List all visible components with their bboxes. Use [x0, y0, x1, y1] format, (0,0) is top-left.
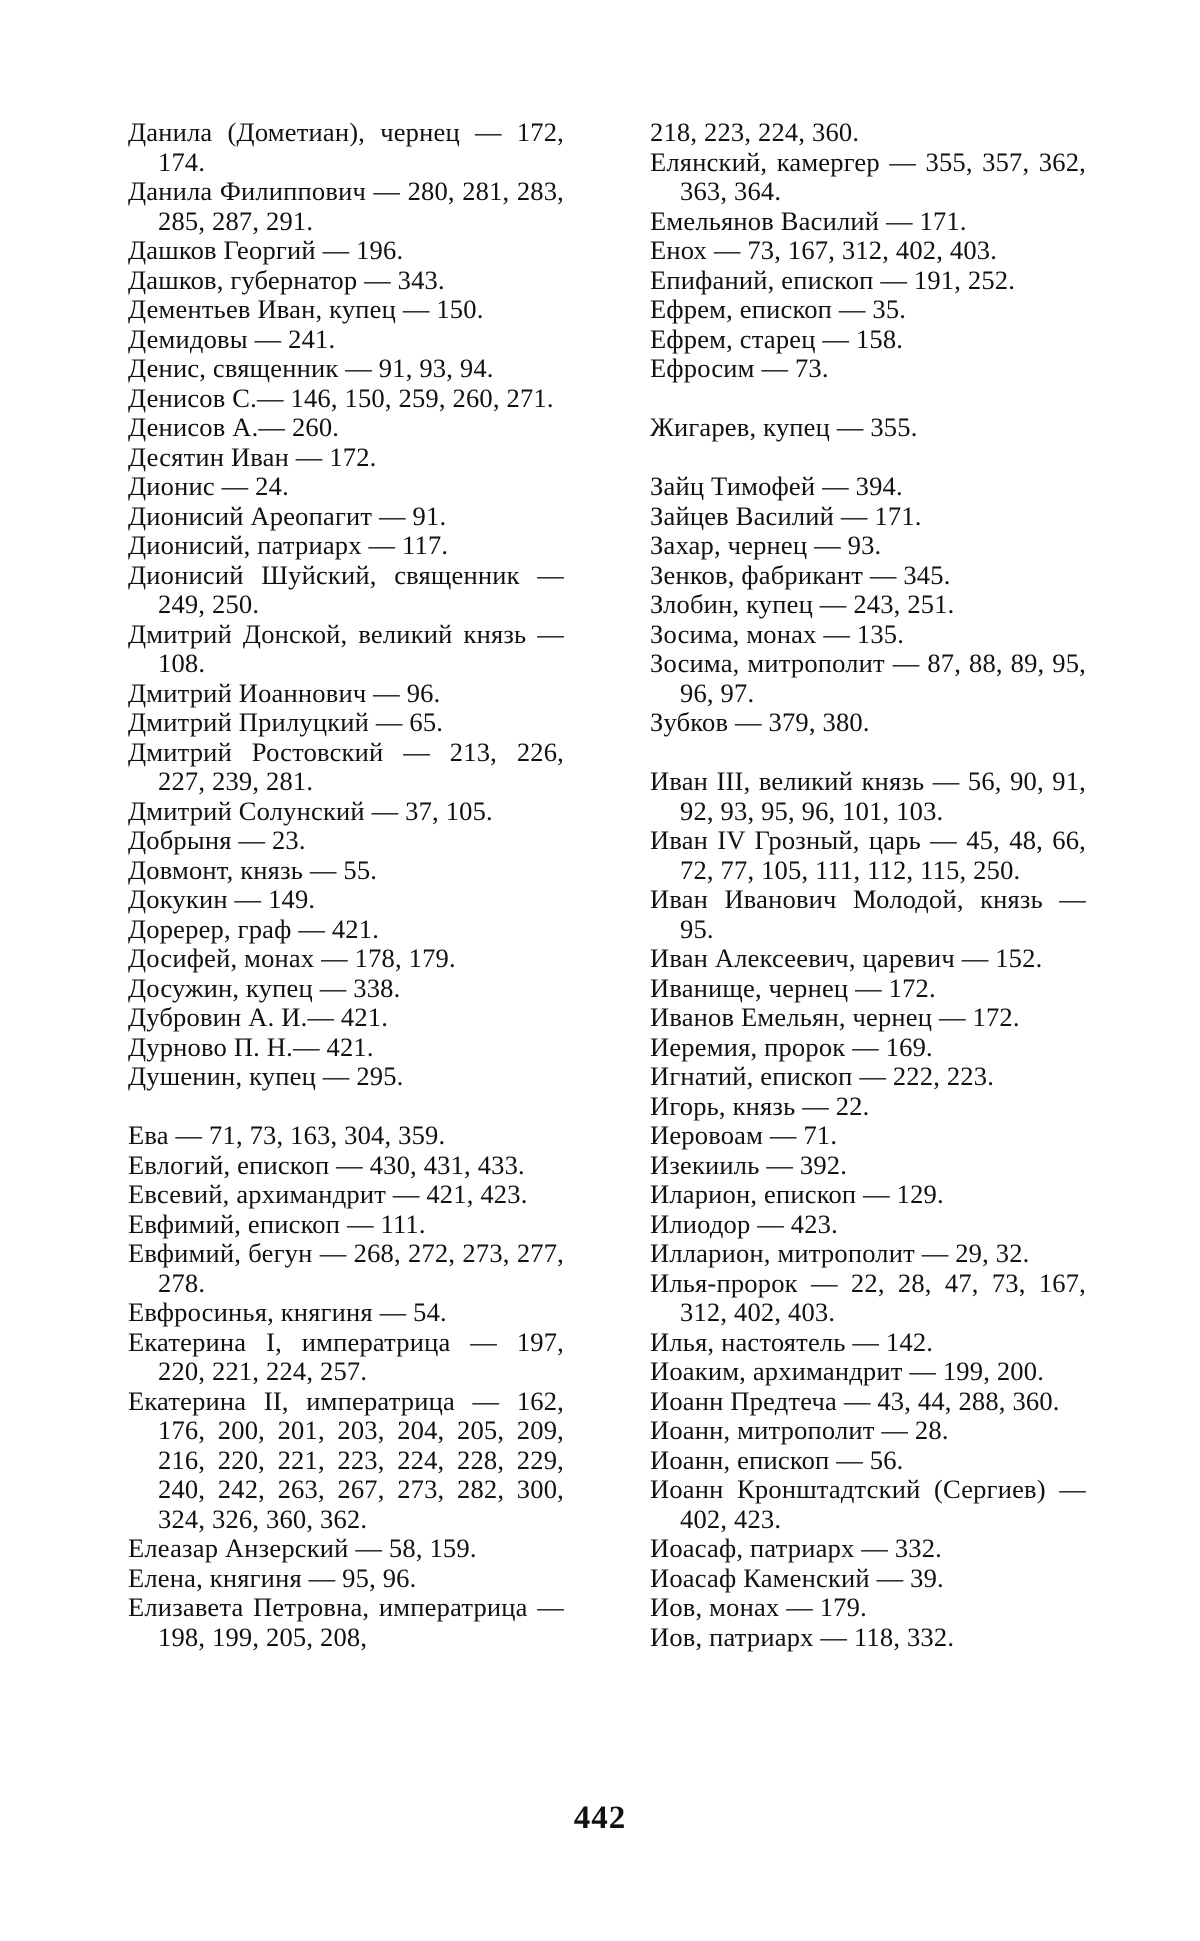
index-entry: Дементьев Иван, купец — 150.	[128, 294, 484, 324]
index-entry: Зайцев Василий — 171.	[650, 500, 922, 531]
index-entry: Добрыня — 23.	[128, 825, 306, 855]
index-entry: Елизавета Петровна, императрица — 198, 199, 205, 208,	[128, 1592, 564, 1652]
index-entry: Демидовы — 241.	[128, 323, 336, 354]
index-entry: Иванище, чернец — 172.	[650, 972, 936, 1003]
index-entry: Иоанн Предтеча — 43, 44, 288, 360.	[650, 1385, 1060, 1416]
section-gap	[650, 738, 1086, 768]
index-entry: Дашков, губернатор — 343.	[128, 264, 445, 295]
page-number: 442	[573, 1800, 627, 1836]
index-entry: Илларион, митрополит — 29, 32.	[650, 1238, 1030, 1268]
section-gap	[128, 1092, 564, 1122]
index-entry: Доререр, граф — 421.	[128, 913, 380, 944]
index-entry: Евфимий, епископ — 111.	[128, 1208, 426, 1239]
section-gap	[650, 384, 1086, 414]
index-entry: Иван Иванович Молодой, князь — 95.	[650, 884, 1086, 944]
section-gap	[650, 443, 1086, 473]
index-entry: Дионисий Ареопагит — 91.	[128, 500, 447, 531]
index-entry: Емельянов Василий — 171.	[650, 205, 967, 236]
index-entry: Ева — 71, 73, 163, 304, 359.	[128, 1120, 446, 1150]
index-entry: Илья-пророк — 22, 28, 47, 73, 167, 312, 402, 403.	[650, 1267, 1086, 1327]
index-entry: Екатерина II, императрица — 162, 176, 200, 201, 203, 204, 205, 209, 216, 220, 221, 223, 224, 228, 229, 240, 242, 263, 267, 273, 282, 300, 324, 326, 360, 362.	[128, 1385, 564, 1534]
index-entry: Дашков Георгий — 196.	[128, 235, 404, 265]
index-entry: Илья, настоятель — 142.	[650, 1326, 934, 1357]
index-entry: 218, 223, 224, 360.	[650, 117, 860, 147]
index-entry: Иванов Емельян, чернец — 172.	[650, 1002, 1020, 1032]
index-entry: Зенков, фабрикант — 345.	[650, 559, 951, 590]
index-entry: Евфросинья, княгиня — 54.	[128, 1297, 447, 1327]
index-entry: Дурново П. Н.— 421.	[128, 1031, 374, 1062]
index-entry: Захар, чернец — 93.	[650, 530, 882, 560]
index-entry: Ефрем, епископ — 35.	[650, 294, 907, 324]
index-entry: Денисов С.— 146, 150, 259, 260, 271.	[128, 382, 554, 413]
index-entry: Десятин Иван — 172.	[128, 441, 377, 472]
index-entry: Иоасаф, патриарх — 332.	[650, 1533, 942, 1563]
index-entry: Докукин — 149.	[128, 884, 316, 914]
index-entry: Ефросим — 73.	[650, 353, 829, 383]
index-entry: Иван IV Грозный, царь — 45, 48, 66, 72, 77, 105, 111, 112, 115, 250.	[650, 825, 1086, 885]
index-entry: Иван Алексеевич, царевич — 152.	[650, 943, 1043, 973]
index-entry: Елянский, камергер — 355, 357, 362, 363, 364.	[650, 146, 1086, 206]
index-entry: Зайц Тимофей — 394.	[650, 471, 903, 501]
index-entry: Илиодор — 423.	[650, 1208, 838, 1239]
index-entry: Данила Филиппович — 280, 281, 283, 285, 287, 291.	[128, 176, 564, 236]
index-entry: Игнатий, епископ — 222, 223.	[650, 1061, 995, 1091]
index-entry: Игорь, князь — 22.	[650, 1090, 870, 1121]
index-entry: Зубков — 379, 380.	[650, 707, 870, 737]
index-column-right	[650, 118, 1086, 1652]
index-column-left	[128, 118, 564, 1652]
index-entry: Иов, монах — 179.	[650, 1592, 867, 1622]
index-entry: Иларион, епископ — 129.	[650, 1179, 944, 1209]
index-entry: Жигарев, купец — 355.	[650, 412, 918, 442]
index-entry: Екатерина I, императрица — 197, 220, 221, 224, 257.	[128, 1326, 564, 1386]
index-entry: Дубровин А. И.— 421.	[128, 1002, 389, 1032]
index-entry: Иоанн Кронштадтский (Сергиев) — 402, 423.	[650, 1474, 1086, 1534]
index-entry: Дмитрий Солунский — 37, 105.	[128, 795, 493, 826]
index-entry: Зосима, митрополит — 87, 88, 89, 95, 96, 97.	[650, 648, 1086, 708]
index-entry: Досужин, купец — 338.	[128, 972, 401, 1003]
index-entry: Довмонт, князь — 55.	[128, 854, 378, 885]
index-entry: Денисов А.— 260.	[128, 412, 340, 442]
index-entry: Душенин, купец — 295.	[128, 1061, 404, 1091]
index-entry: Епифаний, епископ — 191, 252.	[650, 264, 1016, 295]
index-entry: Евлогий, епископ — 430, 431, 433.	[128, 1149, 525, 1180]
index-entry: Данила (Дометиан), чернец — 172, 174.	[128, 117, 564, 177]
index-entry: Иоанн, епископ — 56.	[650, 1444, 904, 1475]
index-entry: Дмитрий Донской, великий князь — 108.	[128, 618, 564, 678]
index-entry: Изекииль — 392.	[650, 1149, 848, 1180]
index-entry: Дмитрий Прилуцкий — 65.	[128, 707, 444, 737]
index-entry: Елена, княгиня — 95, 96.	[128, 1562, 417, 1593]
index-entry: Иоанн, митрополит — 28.	[650, 1415, 949, 1445]
index-entry: Ефрем, старец — 158.	[650, 323, 904, 354]
index-entry: Досифей, монах — 178, 179.	[128, 943, 456, 973]
index-entry: Дмитрий Ростовский — 213, 226, 227, 239, 281.	[128, 736, 564, 796]
index-entry: Иеремия, пророк — 169.	[650, 1031, 933, 1062]
index-entry: Елеазар Анзерский — 58, 159.	[128, 1533, 477, 1563]
index-entry: Дмитрий Иоаннович — 96.	[128, 677, 441, 708]
index-entry: Дионис — 24.	[128, 471, 289, 501]
index-entry: Евфимий, бегун — 268, 272, 273, 277, 278.	[128, 1238, 564, 1298]
index-entry: Енох — 73, 167, 312, 402, 403.	[650, 235, 998, 265]
index-entry: Евсевий, архимандрит — 421, 423.	[128, 1179, 528, 1209]
index-entry: Иов, патриарх — 118, 332.	[650, 1621, 955, 1652]
index-entry: Иоасаф Каменский — 39.	[650, 1562, 944, 1593]
index-entry: Дионисий, патриарх — 117.	[128, 530, 449, 560]
index-entry: Злобин, купец — 243, 251.	[650, 589, 955, 619]
index-entry: Зосима, монах — 135.	[650, 618, 905, 649]
index-entry: Иеровоам — 71.	[650, 1120, 838, 1150]
index-entry: Иван III, великий князь — 56, 90, 91, 92, 93, 95, 96, 101, 103.	[650, 766, 1086, 826]
index-entry: Дионисий Шуйский, священник — 249, 250.	[128, 559, 564, 619]
index-entry: Денис, священник — 91, 93, 94.	[128, 353, 494, 383]
index-entry: Иоаким, архимандрит — 199, 200.	[650, 1356, 1045, 1386]
